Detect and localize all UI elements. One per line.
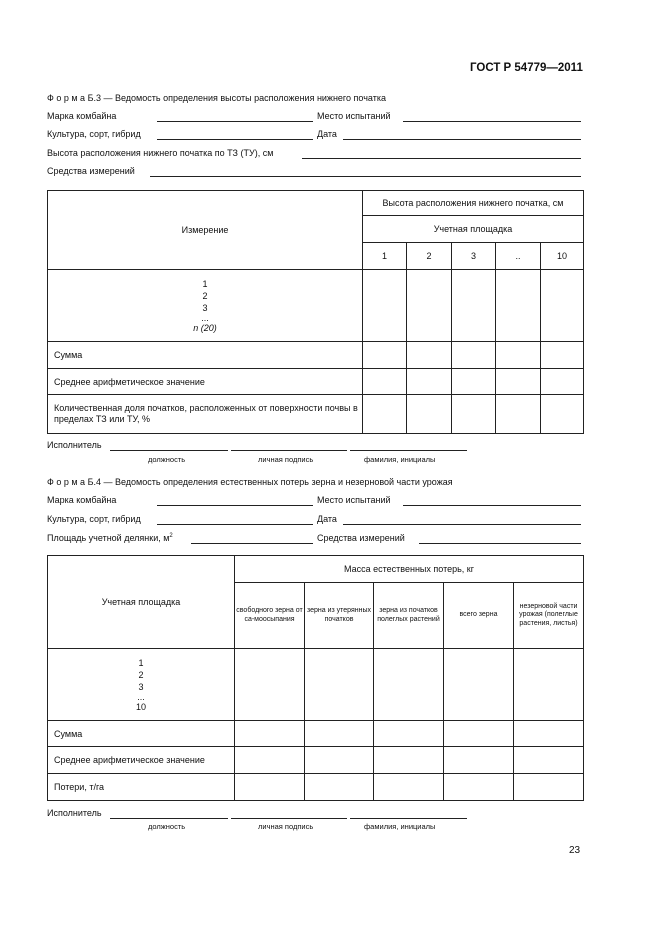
column-header: зерна из початков полеглых растений [374, 583, 444, 649]
measurement-numbers [48, 270, 363, 342]
form-b3-instruments-line[interactable] [150, 176, 581, 177]
plot-area-superscript: 2 [169, 533, 173, 539]
data-cell[interactable] [235, 747, 305, 774]
form-b3-title-prefix: Ф о р м а [47, 93, 86, 103]
form-b3-combine-line[interactable] [157, 121, 313, 122]
form-b3-combine-label: Марка комбайна [47, 111, 117, 121]
data-cell[interactable] [407, 395, 452, 434]
form-b4-combine-line[interactable] [157, 505, 313, 506]
row-number: 1 [202, 278, 208, 289]
data-cell[interactable] [496, 342, 541, 369]
form-b3-crop-line[interactable] [157, 139, 313, 140]
data-cell[interactable] [444, 774, 514, 801]
form-b4-crop-label: Культура, сорт, гибрид [47, 514, 141, 524]
data-cell[interactable] [496, 395, 541, 434]
standard-number: ГОСТ Р 54779—2011 [470, 62, 583, 74]
form-b4-plot-area-line[interactable] [191, 543, 313, 544]
form-b4-test-place-label: Место испытаний [317, 495, 391, 505]
data-cell[interactable] [305, 721, 374, 747]
form-b4-crop-line[interactable] [157, 524, 313, 525]
form-b4-title-prefix: Ф о р м а [47, 477, 86, 487]
data-cell[interactable] [374, 649, 444, 721]
data-cell[interactable] [407, 342, 452, 369]
form-b3-table [47, 190, 584, 434]
data-cell[interactable] [444, 649, 514, 721]
data-cell[interactable] [541, 270, 584, 342]
header-measurement: Измерение [48, 191, 363, 270]
column-header: свободного зерна от са-моосыпания [235, 583, 305, 649]
data-cell[interactable] [363, 369, 407, 395]
plot-area-text: Площадь учетной делянки, м [47, 533, 170, 543]
data-cell[interactable] [514, 747, 584, 774]
header-losses-group: Масса естественных потерь, кг [235, 556, 584, 583]
row-sum-label: Сумма [48, 342, 363, 369]
row-losses-label: Потери, т/га [48, 774, 235, 801]
data-cell[interactable] [514, 721, 584, 747]
plot-number: 1 [363, 243, 407, 270]
row-number: 2 [138, 669, 144, 680]
data-cell[interactable] [374, 747, 444, 774]
data-cell[interactable] [407, 369, 452, 395]
form-b3-date-line[interactable] [343, 139, 581, 140]
data-cell[interactable] [363, 270, 407, 342]
form-b3-instruments-label: Средства измерений [47, 166, 135, 176]
data-cell[interactable] [235, 774, 305, 801]
form-b4-name-caption: фамилия, инициалы [364, 822, 436, 831]
form-b4-instruments-line[interactable] [419, 543, 581, 544]
form-b4-signature-line[interactable] [231, 818, 347, 819]
form-b4-instruments-label: Средства измерений [317, 533, 405, 543]
header-height-group: Высота расположения нижнего початка, см [363, 191, 584, 216]
form-b4-date-line[interactable] [343, 524, 581, 525]
row-number: 1 [138, 657, 144, 668]
form-b3-position-line[interactable] [110, 450, 228, 451]
data-cell[interactable] [452, 342, 496, 369]
form-b3-name-caption: фамилия, инициалы [364, 455, 436, 464]
form-b4-title-text: Б.4 — Ведомость определения естественных потерь зерна и незерновой части урожая [87, 477, 453, 487]
form-b3-position-caption: должность [148, 455, 186, 464]
data-cell[interactable] [374, 721, 444, 747]
row-number: 3 [202, 302, 208, 313]
data-cell[interactable] [541, 342, 584, 369]
form-b3-test-place-line[interactable] [403, 121, 581, 122]
data-cell[interactable] [452, 369, 496, 395]
form-b4-executor-label: Исполнитель [47, 808, 102, 818]
header-plot: Учетная площадка [48, 556, 235, 649]
form-b4-position-caption: должность [148, 822, 186, 831]
form-b4-plot-area-label [47, 533, 173, 543]
data-cell[interactable] [496, 369, 541, 395]
form-b3-crop-label: Культура, сорт, гибрид [47, 129, 141, 139]
data-cell[interactable] [305, 649, 374, 721]
form-b4-table [47, 555, 584, 801]
form-b3-date-label: Дата [317, 129, 337, 139]
plot-numbers [48, 649, 235, 721]
form-b3-name-line[interactable] [350, 450, 467, 451]
data-cell[interactable] [541, 395, 584, 434]
column-header: зерна из утерянных початков [305, 583, 374, 649]
row-number: 3 [138, 681, 144, 692]
data-cell[interactable] [235, 649, 305, 721]
plot-number: 10 [541, 243, 584, 270]
data-cell[interactable] [452, 270, 496, 342]
form-b3-signature-line[interactable] [231, 450, 347, 451]
data-cell[interactable] [407, 270, 452, 342]
row-number: ... [137, 691, 145, 702]
data-cell[interactable] [452, 395, 496, 434]
data-cell[interactable] [541, 369, 584, 395]
column-header: всего зерна [444, 583, 514, 649]
row-number: n (20) [193, 322, 217, 333]
form-b3-height-spec-label: Высота расположения нижнего початка по ТЗ (ТУ), см [47, 148, 274, 158]
form-b3-executor-label: Исполнитель [47, 440, 102, 450]
form-b4-name-line[interactable] [350, 818, 467, 819]
data-cell[interactable] [496, 270, 541, 342]
form-b3-test-place-label: Место испытаний [317, 111, 391, 121]
data-cell[interactable] [444, 747, 514, 774]
data-cell[interactable] [235, 721, 305, 747]
row-mean-label: Среднее арифметическое значение [48, 369, 363, 395]
page-number: 23 [569, 845, 581, 856]
data-cell[interactable] [363, 342, 407, 369]
form-b3-title [47, 93, 386, 103]
column-header: незерновой части урожая (полеглые растения, листья) [514, 583, 584, 649]
plot-number: 2 [407, 243, 452, 270]
form-b4-signature-caption: личная подпись [258, 822, 314, 831]
row-share-label: Количественная доля початков, расположенных от поверхности почвы в пределах ТЗ или ТУ, % [48, 395, 363, 434]
form-b3-height-spec-line[interactable] [302, 158, 581, 159]
row-number: 10 [135, 701, 146, 712]
row-sum-label: Сумма [48, 721, 235, 747]
form-b4-position-line[interactable] [110, 818, 228, 819]
row-mean-label: Среднее арифметическое значение [48, 747, 235, 774]
row-number: 2 [202, 290, 208, 301]
form-b3-title-text: Б.3 — Ведомость определения высоты расположения нижнего початка [87, 93, 386, 103]
data-cell[interactable] [305, 747, 374, 774]
header-plot-subgroup: Учетная площадка [363, 216, 584, 243]
data-cell[interactable] [374, 774, 444, 801]
data-cell[interactable] [305, 774, 374, 801]
form-b4-date-label: Дата [317, 514, 337, 524]
form-b4-title [47, 477, 453, 487]
data-cell[interactable] [444, 721, 514, 747]
data-cell[interactable] [514, 774, 584, 801]
data-cell[interactable] [514, 649, 584, 721]
form-b4-test-place-line[interactable] [403, 505, 581, 506]
data-cell[interactable] [363, 395, 407, 434]
form-b4-combine-label: Марка комбайна [47, 495, 117, 505]
plot-number: .. [496, 243, 541, 270]
form-b3-signature-caption: личная подпись [258, 455, 314, 464]
plot-number: 3 [452, 243, 496, 270]
row-number: ... [201, 312, 209, 323]
